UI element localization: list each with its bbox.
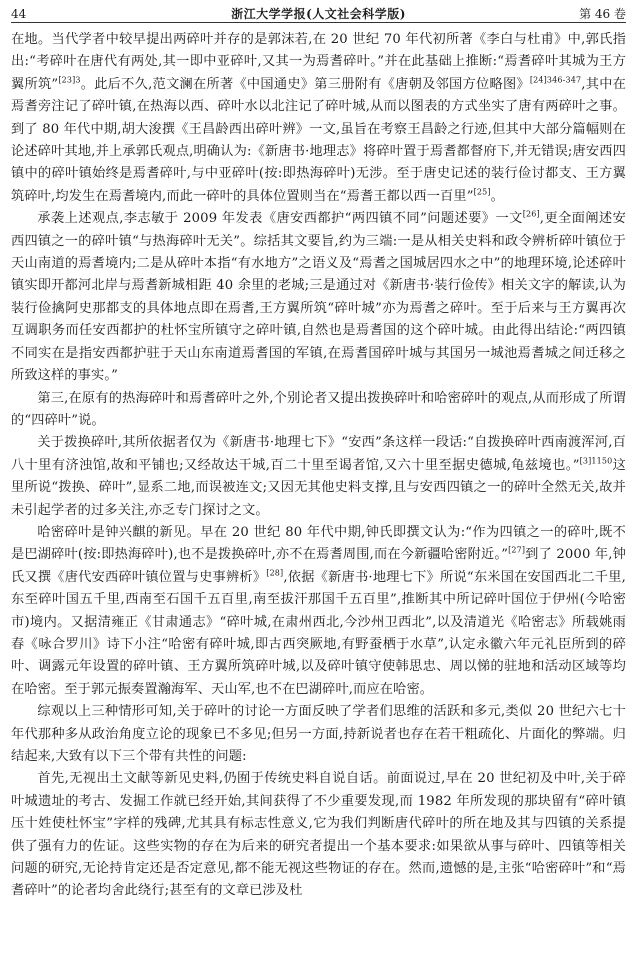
running-header	[11, 6, 626, 23]
citation-ref: [27]	[508, 545, 526, 555]
paragraph-text: 第三,在原有的热海碎叶和焉耆碎叶之外,个别论者又提出拨换碎叶和哈密碎叶的观点,从而形成了所谓的“四碎叶”说。	[11, 390, 626, 428]
paragraph	[11, 208, 626, 387]
paragraph-text: ,依据《新唐书·地理七下》所说“东米国在安国西北二千里,东至碎叶国五千里,西南至石国千五百里,南至拔汗那国千五百里”,推断其中所记碎叶国位于伊州(今哈密市)境内。又据清雍正《甘肃通志》“碎叶城,在肃州西北,今沙州卫西北”,以及清道光《哈密志》所载姚雨春《咏合罗川》诗下小注“哈密有碎叶城,即古西突厥地,有野蚕栖于水草”,认定永徽六年元礼臣所到的碎叶、调露元年设置的碎叶镇、王方翼所筑碎叶城,以及碎叶镇守使韩思忠、周以悌的驻地和活动区域等均在哈密。至于郭元振奏置瀚海军、天山军,也不在巴湖碎叶,而应在哈密。	[11, 569, 627, 697]
citation-ref: [3]1150	[579, 456, 613, 466]
paragraph	[11, 701, 626, 768]
article-body	[11, 29, 626, 903]
paragraph-text: ,其中在焉耆旁注记了碎叶镇,在热海以西、碎叶水以北注记了碎叶城,从而以图表的方式坐实了唐有两碎叶之事。到了 80 年代中期,胡大浚撰《王昌龄西出碎叶辨》一文,虽旨在考察王昌龄之行迹,但其中大部分篇幅则在论述碎叶其地,并上承郭氏观点,明确认为:《新唐书·地理志》将碎叶置于焉耆都督府下,并无错误;唐安西四镇中的碎叶镇始终是焉耆碎叶,与中亚碎叶(按:即热海碎叶)无涉。至于唐史记述的装行俭讨都支、王方翼筑碎叶,均发生在焉耆境内,而此一碎叶的具体位置则当在“焉耆王都以西一百里”	[11, 76, 627, 204]
paragraph-text: 。	[490, 188, 504, 204]
citation-ref: [28]	[266, 568, 284, 578]
paragraph	[11, 29, 626, 208]
citation-ref: [26]	[522, 209, 540, 219]
paragraph-text: ,更全面阐述安西四镇之一的碎叶镇“与热海碎叶无关”。综括其文要旨,约为三端:一是从相关史料和政令辨析碎叶镇位于天山南道的焉耆境内;二是从碎叶本指“有水地方”之语义及“焉耆之国城居四水之中”的地理环境,论述碎叶镇实即开都河北岸与焉耆新城相距 40 余里的老城;三是通过对《新唐书·装行俭传》相关文字的解读,认为装行俭擒阿史那都支的具体地点即在焉耆,王方翼所筑“碎叶城”亦为焉耆之碎叶。至于后来与王方翼再次互调职务而任安西都护的杜怀宝所镇守之碎叶镇,自然也是焉耆国的这个碎叶城。由此得出结论:“两四镇不同实在是指安西都护驻于天山东南道焉耆国的军镇,在焉耆国碎叶城与其国另一城池焉耆城之间迁移之所致这样的事实。”	[11, 211, 626, 384]
journal-title: 浙江大学学报(人文社会科学版)	[231, 7, 406, 21]
paragraph-text: 这里所说“拨换、碎叶”,显系二地,而误被连文;又因无其他史料支撑,且与安西四镇之一的碎叶全然无关,故并未引起学者的过多关注,亦乏专门探讨之文。	[11, 457, 626, 518]
paragraph-text: 承袭上述观点,李志敏于 2009 年发表《唐安西都护“两四镇不同”问题述要》一文	[37, 211, 523, 227]
citation-ref: [24]346-347	[529, 75, 582, 85]
paragraph-text: 首先,无视出土文献等新见史料,仍囿于传统史料自说自话。前面说过,早在 20 世纪初及中叶,关于碎叶城遗址的考古、发掘工作就已经开始,其间获得了不少重要发现,而 1982 年所发现的那块留有“碎叶镇压十姓使杜怀宝”字样的残碑,尤其具有标志性意义,它为我们判断唐代碎叶的所在地及其与四镇的关系提供了强有力的佐证。这些实物的存在为后来的研究者提出一个基本要求:如果欲从事与碎叶、四镇等相关问题的研究,无论持肯定还是否定意见,都不能无视这些物证的存在。然而,遗憾的是,主张“哈密碎叶”和“焉耆碎叶”的论者均舍此绕行;甚至有的文章已涉及杜	[11, 771, 626, 899]
paragraph-text: 哈密碎叶是钟兴麒的新见。早在 20 世纪 80 年代中期,钟氏即撰文认为:“作为四镇之一的碎叶,既不是巴湖碎叶(按:即热海碎叶),也不是拨换碎叶,亦不在焉耆周围,而在今新疆哈密附近。”	[11, 524, 626, 563]
paragraph-text: 。此后不久,范文澜在所著《中国通史》第三册附有《唐朝及邻国方位略图》	[80, 76, 530, 92]
paragraph-text: 在地。当代学者中较早提出两碎叶并存的是郭沫若,在 20 世纪 70 年代初所著《李白与杜甫》中,郭氏指出:“考碎叶在唐代有两处,其一即中亚碎叶,又其一为焉耆碎叶。”并在此基础上推断:“焉耆碎叶其城为王方翼所筑”	[11, 32, 626, 92]
citation-ref: [23]3	[58, 75, 81, 85]
paragraph-text: 关于拨换碎叶,其所依据者仅为《新唐书·地理七下》“安西”条这样一段话:“自拨换碎叶西南渡浑河,百八十里有济浊馆,故和平铺也;又经故达干城,百二十里至谒者馆,又六十里至据史德城,龟兹境也。”	[11, 435, 626, 473]
paragraph	[11, 388, 626, 433]
paragraph	[11, 522, 626, 701]
paragraph-text: 到了 2000 年,钟氏又撰《唐代安西碎叶镇位置与史事辨析》	[11, 547, 626, 585]
volume-label: 第 46 卷	[579, 7, 626, 21]
paragraph	[11, 768, 626, 902]
page-number: 44	[11, 7, 27, 21]
paragraph	[11, 432, 626, 522]
paragraph-text: 综观以上三种情形可知,关于碎叶的讨论一方面反映了学者们思维的活跃和多元,类似 20 世纪六七十年代那种多从政治角度立论的现象已不多见;但另一方面,持新说者也存在若干粗疏化、片面化的弊端。归结起来,大致有以下三个带有共性的问题:	[11, 704, 626, 764]
citation-ref: [25]	[473, 187, 491, 197]
